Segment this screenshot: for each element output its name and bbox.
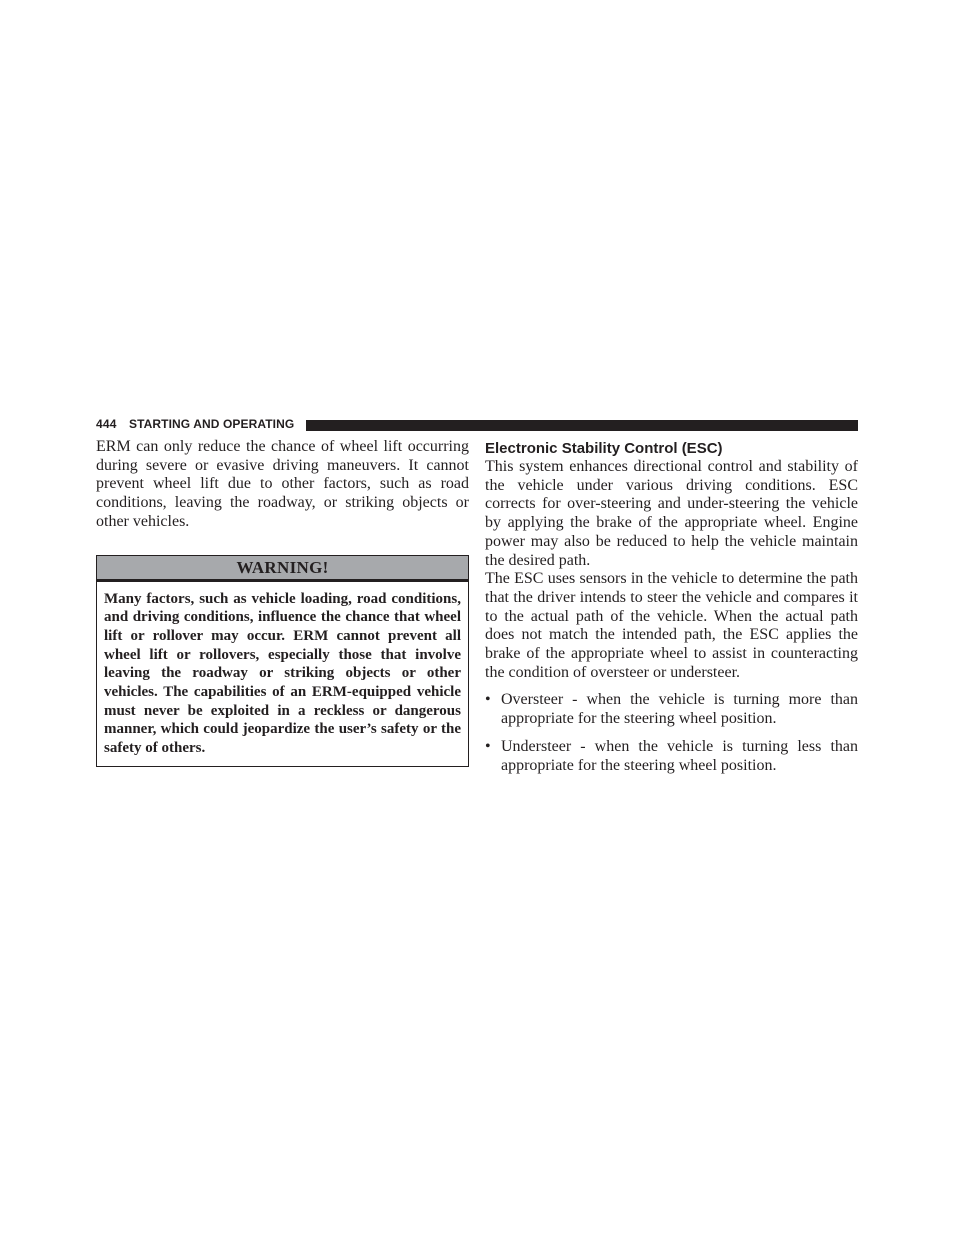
list-item bbox=[485, 738, 858, 775]
bullet-icon: • bbox=[485, 691, 491, 709]
bullet-understeer: Understeer - when the vehicle is turning less than appropriate for the steering wheel position. bbox=[501, 737, 858, 774]
esc-paragraph-2: The ESC uses sensors in the vehicle to determine the path that the driver intends to steer the vehicle and compares it to the actual path of the vehicle. When the actual path does not match the intended path, the ESC applies the brake of the appropriate wheel to assist in counteracting the condition of oversteer or understeer. bbox=[485, 570, 858, 681]
header-rule-bar bbox=[306, 420, 858, 431]
list-item bbox=[485, 691, 858, 728]
bullet-icon: • bbox=[485, 737, 491, 755]
right-column bbox=[485, 438, 858, 784]
page-number: 444 bbox=[96, 417, 117, 431]
warning-title: WARNING! bbox=[97, 556, 468, 582]
bullet-oversteer: Oversteer - when the vehicle is turning more than appropriate for the steering wheel position. bbox=[501, 691, 858, 728]
warning-box bbox=[96, 555, 469, 767]
page-header bbox=[96, 417, 858, 431]
esc-heading: Electronic Stability Control (ESC) bbox=[485, 440, 723, 457]
warning-text: Many factors, such as vehicle loading, road conditions, and driving conditions, influence the chance that wheel lift or rollover may occur. ERM cannot prevent all wheel lift or rollovers, especially those that involve leaving the roadway or striking objects or other vehicles. The capabilities of an ERM-equipped vehicle must never be exploited in a reckless or dangerous manner, which could jeopardize the user’s safety or the safety of others. bbox=[104, 590, 461, 757]
left-column bbox=[96, 438, 469, 767]
section-title: STARTING AND OPERATING bbox=[129, 417, 295, 431]
esc-paragraph-1: This system enhances directional control and stability of the vehicle under various driving conditions. ESC corrects for over-steering and under-steering the vehicle by applying the brake of the appropriate wheel. Engine power may also be reduced to help the vehicle maintain the desired path. bbox=[485, 458, 858, 569]
bullet-list bbox=[485, 691, 858, 775]
erm-intro-paragraph: ERM can only reduce the chance of wheel lift occurring during severe or evasive driving maneuvers. It cannot prevent wheel lift due to other factors, such as road conditions, leaving the roadway, or striking objects or other vehicles. bbox=[96, 438, 469, 530]
